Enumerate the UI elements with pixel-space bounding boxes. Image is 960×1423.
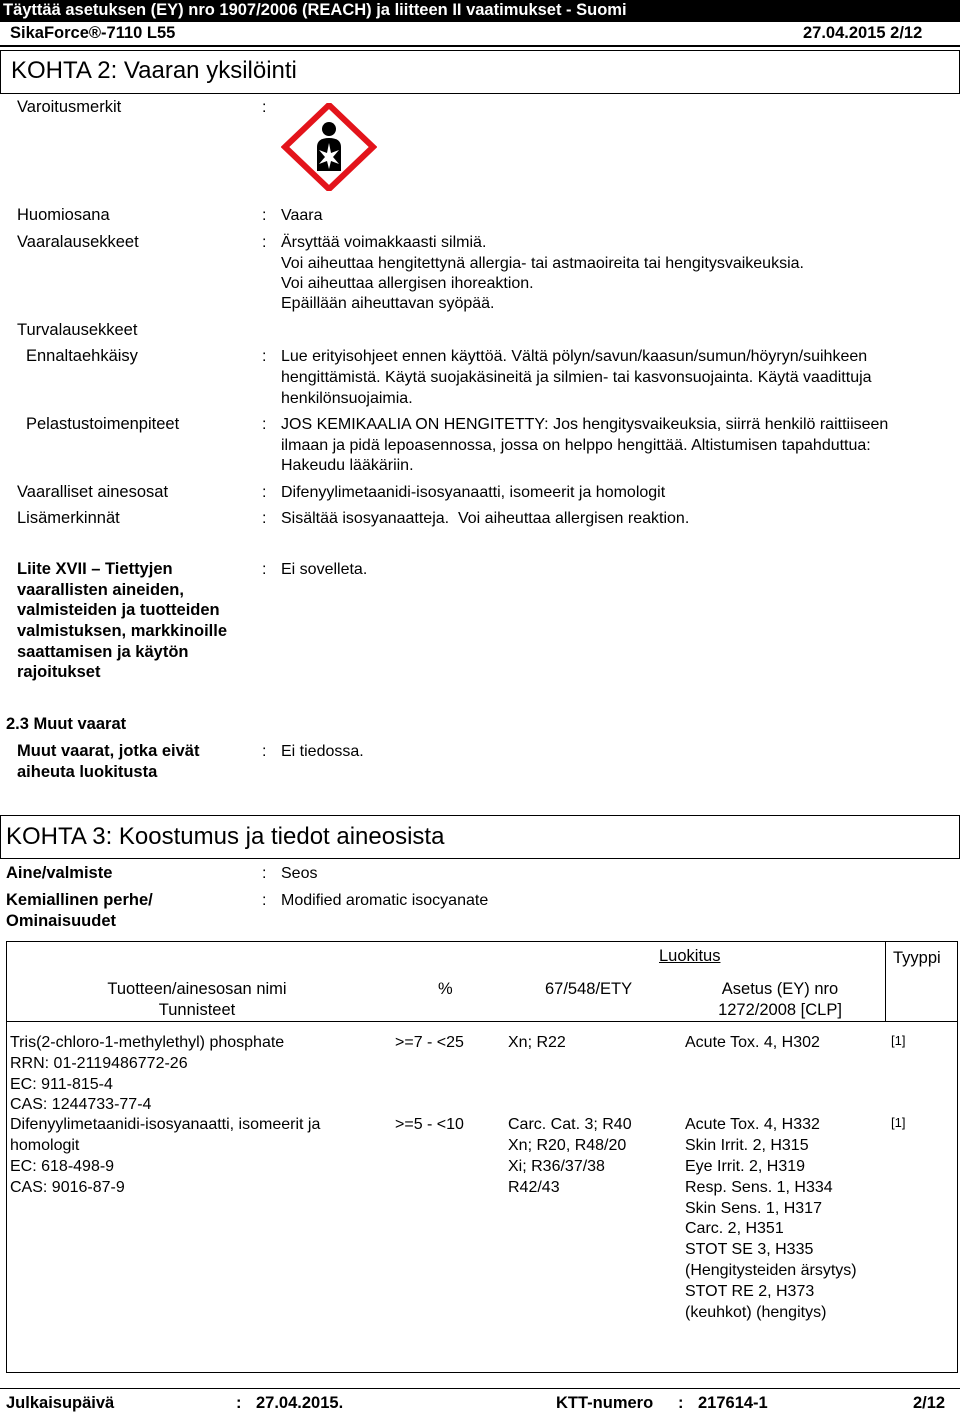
table-tyyppi-header: Tyyppi xyxy=(893,949,941,967)
row-2-name-line-2: homologit xyxy=(10,1137,80,1154)
row-2-clp-line-10: (keuhkot) (hengitys) xyxy=(685,1304,827,1321)
vaaralliset-ainesosat-colon: : xyxy=(262,484,267,501)
vaaralliset-ainesosat-label: Vaaralliset ainesosat xyxy=(17,483,169,501)
liite-label-line-3: valmisteiden ja tuotteiden xyxy=(17,601,220,619)
footer-ktt-colon: : xyxy=(678,1394,684,1412)
table-tyyppi-divider xyxy=(885,941,886,1021)
pelastustoimenpiteet-line-1: JOS KEMIKAALIA ON HENGITETTY: Jos hengitysvaikeuksia, siirrä henkilö raittiiseen xyxy=(281,416,889,433)
table-percent-header: % xyxy=(438,980,453,998)
row-2-clp-line-8: (Hengitysteiden ärsytys) xyxy=(685,1262,857,1279)
section-2-title: KOHTA 2: Vaaran yksilöinti xyxy=(11,57,297,84)
row-1-name-line-3: EC: 911-815-4 xyxy=(10,1076,113,1093)
header-rule xyxy=(0,45,960,47)
footer-ktt-value: 217614-1 xyxy=(698,1394,768,1412)
vaaralausekkeet-line-2: Voi aiheuttaa hengitettynä allergia- tai astmaoireita tai hengitysvaikeuksia. xyxy=(281,255,804,272)
table-ety-header: 67/548/ETY xyxy=(545,980,633,998)
liite-label-line-5: saattamisen ja käytön xyxy=(17,643,189,661)
liite-label-line-2: vaarallisten aineiden, xyxy=(17,581,184,599)
table-clp-header-line-2: 1272/2008 [CLP] xyxy=(718,1001,842,1019)
footer-ktt-label: KTT-numero xyxy=(556,1394,654,1412)
row-2-clp-line-9: STOT RE 2, H373 xyxy=(685,1283,815,1300)
ennaltaehkaisy-line-2: hengittämistä. Käytä suojakäsineitä ja silmien- tai kasvonsuojainta. Käytä vaadittuja xyxy=(281,369,872,386)
row-1-name-line-4: CAS: 1244733-77-4 xyxy=(10,1096,152,1113)
vaaralausekkeet-line-1: Ärsyttää voimakkaasti silmiä. xyxy=(281,234,487,251)
row-2-percent: >=5 - <10 xyxy=(395,1116,464,1133)
kemiallinen-perhe-value: Modified aromatic isocyanate xyxy=(281,892,489,909)
vaaralausekkeet-line-4: Epäillään aiheuttavan syöpää. xyxy=(281,295,495,312)
row-1-percent: >=7 - <25 xyxy=(395,1034,464,1051)
row-2-clp-line-1: Acute Tox. 4, H332 xyxy=(685,1116,820,1133)
section-3-title: KOHTA 3: Koostumus ja tiedot aineosista xyxy=(6,823,445,850)
footer-julkaisupaiva-colon: : xyxy=(236,1394,242,1412)
row-1-type: [1] xyxy=(891,1033,906,1048)
aine-valmiste-value: Seos xyxy=(281,865,318,882)
kemiallinen-perhe-colon: : xyxy=(262,892,267,909)
row-1-clp-line-1: Acute Tox. 4, H302 xyxy=(685,1034,820,1051)
footer-julkaisupaiva-value: 27.04.2015. xyxy=(256,1394,344,1412)
muut-vaarat-value: Ei tiedossa. xyxy=(281,743,364,760)
liite-label-line-6: rajoitukset xyxy=(17,663,101,681)
pelastustoimenpiteet-colon: : xyxy=(262,416,267,433)
liite-label-line-4: valmistuksen, markkinoille xyxy=(17,622,228,640)
table-name-header-line-2: Tunnisteet xyxy=(158,1001,236,1019)
row-1-name-line-1: Tris(2-chloro-1-methylethyl) phosphate xyxy=(10,1034,285,1051)
row-2-ety-line-4: R42/43 xyxy=(508,1179,560,1196)
row-2-ety-line-3: Xi; R36/37/38 xyxy=(508,1158,605,1175)
row-2-clp-line-4: Resp. Sens. 1, H334 xyxy=(685,1179,833,1196)
aine-valmiste-label: Aine/valmiste xyxy=(6,864,113,882)
footer-page: 2/12 xyxy=(913,1394,946,1412)
muut-vaarat-colon: : xyxy=(262,743,267,760)
row-2-clp-line-7: STOT SE 3, H335 xyxy=(685,1241,814,1258)
huomiosana-colon: : xyxy=(262,207,267,224)
muut-vaarat-title: 2.3 Muut vaarat xyxy=(6,715,127,733)
table-luokitus-header: Luokitus xyxy=(659,947,721,965)
table-clp-header-line-1: Asetus (EY) nro xyxy=(721,980,839,998)
ennaltaehkaisy-label: Ennaltaehkäisy xyxy=(26,347,138,365)
liite-label-line-1: Liite XVII – Tiettyjen xyxy=(17,560,173,578)
kemiallinen-perhe-label-line-1: Kemiallinen perhe/ xyxy=(6,891,153,909)
aine-valmiste-colon: : xyxy=(262,865,267,882)
row-2-name-line-3: EC: 618-498-9 xyxy=(10,1158,115,1175)
health-hazard-icon xyxy=(281,103,377,191)
ennaltaehkaisy-line-3: henkilönsuojaimia. xyxy=(281,390,413,407)
turvalausekkeet-label: Turvalausekkeet xyxy=(17,321,138,339)
pelastustoimenpiteet-label: Pelastustoimenpiteet xyxy=(26,415,180,433)
muut-vaarat-label-line-2: aiheuta luokitusta xyxy=(17,763,158,781)
row-2-clp-line-6: Carc. 2, H351 xyxy=(685,1220,784,1237)
vaaralausekkeet-colon: : xyxy=(262,234,267,251)
product-name: SikaForce®-7110 L55 xyxy=(10,24,176,42)
row-2-ety-line-2: Xn; R20, R48/20 xyxy=(508,1137,627,1154)
table-name-header-line-1: Tuotteen/ainesosan nimi xyxy=(107,980,287,998)
pelastustoimenpiteet-line-3: Hakeudu lääkäriin. xyxy=(281,457,414,474)
row-2-clp-line-5: Skin Sens. 1, H317 xyxy=(685,1200,822,1217)
varoitusmerkit-label: Varoitusmerkit xyxy=(17,98,122,116)
huomiosana-value: Vaara xyxy=(281,207,323,224)
ennaltaehkaisy-line-1: Lue erityisohjeet ennen käyttöä. Vältä pölyn/savun/kaasun/sumun/höyryn/suihkeen xyxy=(281,348,868,365)
lisamerkinnat-label: Lisämerkinnät xyxy=(17,509,120,527)
lisamerkinnat-colon: : xyxy=(262,510,267,527)
liite-value: Ei sovelleta. xyxy=(281,561,368,578)
row-2-name-line-1: Difenyylimetaanidi-isosyanaatti, isomeerit ja xyxy=(10,1116,321,1133)
footer-julkaisupaiva-label: Julkaisupäivä xyxy=(6,1394,115,1412)
lisamerkinnat-value: Sisältää isosyanaatteja. Voi aiheuttaa allergisen reaktion. xyxy=(281,510,690,527)
pelastustoimenpiteet-line-2: ilmaan ja pidä lepoasennossa, jossa on helppo hengittää. Altistumisen tapahduttua: xyxy=(281,437,871,454)
liite-colon: : xyxy=(262,561,267,578)
huomiosana-label: Huomiosana xyxy=(17,206,110,224)
table-header-divider xyxy=(6,1021,958,1022)
row-2-name-line-4: CAS: 9016-87-9 xyxy=(10,1179,125,1196)
row-1-ety-line-1: Xn; R22 xyxy=(508,1034,566,1051)
vaaralausekkeet-label: Vaaralausekkeet xyxy=(17,233,139,251)
kemiallinen-perhe-label-line-2: Ominaisuudet xyxy=(6,912,117,930)
muut-vaarat-label-line-1: Muut vaarat, jotka eivät xyxy=(17,742,200,760)
header-date-page: 27.04.2015 2/12 xyxy=(803,24,923,42)
row-1-name-line-2: RRN: 01-2119486772-26 xyxy=(10,1055,188,1072)
footer-rule xyxy=(0,1388,960,1389)
vaaralliset-ainesosat-value: Difenyylimetaanidi-isosyanaatti, isomeerit ja homologit xyxy=(281,484,666,501)
row-2-type: [1] xyxy=(891,1115,906,1130)
vaaralausekkeet-line-3: Voi aiheuttaa allergisen ihoreaktion. xyxy=(281,275,534,292)
ennaltaehkaisy-colon: : xyxy=(262,348,267,365)
row-2-clp-line-3: Eye Irrit. 2, H319 xyxy=(685,1158,806,1175)
regulation-title: Täyttää asetuksen (EY) nro 1907/2006 (REACH) ja liitteen II vaatimukset - Suomi xyxy=(3,1,627,19)
varoitusmerkit-colon: : xyxy=(262,99,267,116)
row-2-ety-line-1: Carc. Cat. 3; R40 xyxy=(508,1116,632,1133)
row-2-clp-line-2: Skin Irrit. 2, H315 xyxy=(685,1137,809,1154)
